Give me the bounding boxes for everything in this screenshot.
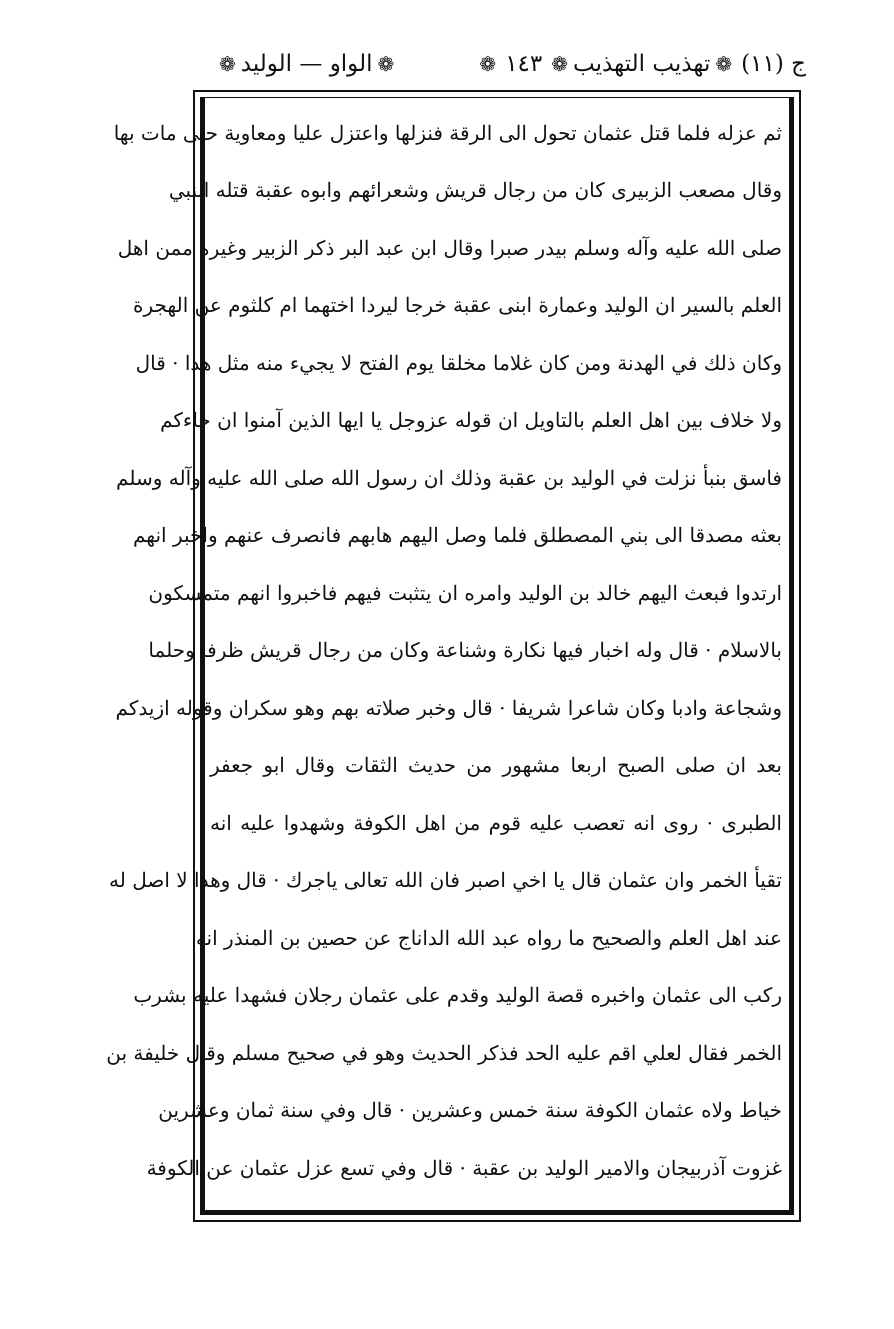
ornament-icon: ❁ [715,52,733,76]
header-title-block [474,44,806,84]
book-title: تهذيب التهذيب [573,51,711,77]
text-line: ارتدوا فبعث اليهم خالد بن الوليد وامره ان يتثبت فيهم فاخبروا انهم متمسكون [148,581,782,605]
text-line: بعثه مصدقا الى بني المصطلق فلما وصل اليهم هابهم فانصرف عنهم واخبر انهم [132,523,782,547]
text-line: غزوت آذربيجان والامير الوليد بن عقبة · قال وفي تسع عزل عثمان عن الكوفة [146,1156,782,1180]
volume-label: ج (١١) [741,51,806,77]
text-line: بعد ان صلى الصبح اربعا مشهور من حديث الثقات وقال ابو جعفر [210,753,782,777]
text-line: وكان ذلك في الهدنة ومن كان غلاما مخلقا يوم الفتح لا يجيء منه مثل هذا · قال [135,351,782,375]
page-header [196,44,806,84]
text-line: الطبرى · روى انه تعصب عليه قوم من اهل الكوفة وشهدوا عليه انه [210,811,782,835]
text-line: صلى الله عليه وآله وسلم بيدر صبرا وقال ابن عبد البر ذكر الزبير وغيره ممن اهل [117,236,782,260]
text-line: وشجاعة وادبا وكان شاعرا شريفا · قال وخبر صلاته بهم وهو سكران وقوله ازيدكم [115,696,782,720]
body-text [106,108,782,1208]
section-title: الواو — الوليد [240,51,373,77]
text-line: وقال مصعب الزبيرى كان من رجال قريش وشعرائهم وابوه عقبة قتله النبي [168,178,782,202]
text-line: الخمر فقال لعلي اقم عليه الحد فذكر الحديث وهو في صحيح مسلم وقال خليفة بن [106,1041,782,1065]
text-line: ركب الى عثمان واخبره قصة الوليد وقدم على عثمان رجلان فشهدا عليه بشرب [133,983,782,1007]
ornament-icon: ❁ [219,52,236,76]
ornament-icon: ❁ [479,52,497,76]
text-line: عند اهل العلم والصحيح ما رواه عبد الله الداناج عن حصين بن المنذر انه [195,926,782,950]
text-line: تقيأ الخمر وان عثمان قال يا اخي اصبر فان الله تعالى ياجرك · قال وهذا لا اصل له [109,868,782,892]
text-line: العلم بالسير ان الوليد وعمارة ابنى عقبة خرجا ليردا اختهما ام كلثوم عن الهجرة [132,293,782,317]
text-line: ولا خلاف بين اهل العلم بالتاويل ان قوله عزوجل يا ايها الذين آمنوا ان جاءكم [160,408,782,432]
page-number: ١٤٣ [505,51,543,77]
text-line: بالاسلام · قال وله اخبار فيها نكارة وشناعة وكان من رجال قريش ظرفا وحلما [148,638,782,662]
text-line: ثم عزله فلما قتل عثمان تحول الى الرقة فنزلها واعتزل عليا ومعاوية حتى مات بها [113,121,782,145]
ornament-icon: ❁ [377,52,395,76]
header-section-block [214,44,399,84]
text-line: فاسق بنبأ نزلت في الوليد بن عقبة وذلك ان رسول الله صلى الله عليه وآله وسلم [116,466,782,490]
ornament-icon: ❁ [551,52,569,76]
text-line: خياط ولاه عثمان الكوفة سنة خمس وعشرين · قال وفي سنة ثمان وعشرين [158,1098,782,1122]
